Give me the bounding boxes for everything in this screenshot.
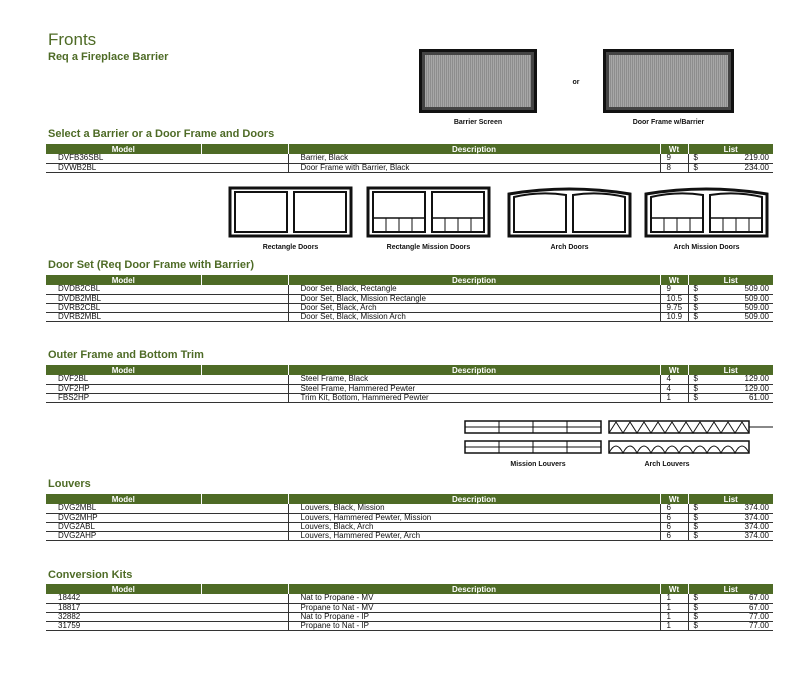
section-title-barrier: Select a Barrier or a Door Frame and Doors [48,128,275,140]
col-wt: Wt [660,144,688,154]
door-frame-barrier-label: Door Frame w/Barrier [632,119,705,126]
rectangle-mission-doors-label: Rectangle Mission Doors [386,244,471,251]
col-model: Model [46,144,201,154]
arch-louvers-label: Arch Louvers [644,461,690,468]
arch-louvers-image [607,419,773,457]
rectangle-mission-doors-image [366,186,491,238]
table-row: DVRB2CBL Door Set, Black, Arch 9.75 $ 509.00 [46,303,773,312]
table-row: DVF2HP Steel Frame, Hammered Pewter 4 $ 129.00 [46,384,773,393]
page-title: Fronts [48,30,97,49]
table-row: DVDB2CBL Door Set, Black, Rectangle 9 $ 509.00 [46,285,773,294]
table-row: 18817 Propane to Nat - MV 1 $ 67.00 [46,603,773,612]
rectangle-doors-image [228,186,353,238]
table-row: DVRB2MBL Door Set, Black, Mission Arch 10.9 $ 509.00 [46,312,773,321]
table-row: DVWB2BL Door Frame with Barrier, Black 8 $ 234.00 [46,163,773,172]
barrier-screen-image [419,49,537,113]
louvers-table [46,494,773,541]
table-header: Model Description Wt List [46,584,773,594]
table-row: DVF2BL Steel Frame, Black 4 $ 129.00 [46,375,773,384]
table-row: DVG2MBL Louvers, Black, Mission 6 $ 374.00 [46,504,773,513]
arch-doors-image [507,186,632,238]
table-header: Model Description Wt List [46,365,773,375]
arch-doors-label: Arch Doors [550,244,589,251]
rectangle-doors-label: Rectangle Doors [262,244,319,251]
mission-louvers-label: Mission Louvers [510,461,566,468]
col-blank [201,144,288,154]
table-row: DVFB36SBL Barrier, Black 9 $ 219.00 [46,154,773,163]
barrier-screen-label: Barrier Screen [453,119,503,126]
or-label: or [572,79,580,86]
arch-mission-doors-image [644,186,769,238]
table-header: Model Description Wt List [46,275,773,285]
page-subtitle: Req a Fireplace Barrier [48,51,169,63]
door-set-table [46,275,773,322]
table-header: Model Description Wt List [46,494,773,504]
barrier-table [46,144,773,173]
col-description: Description [288,144,660,154]
table-row: 32882 Nat to Propane - IP 1 $ 77.00 [46,612,773,621]
arch-mission-doors-label: Arch Mission Doors [673,244,740,251]
table-row: DVG2ABL Louvers, Black, Arch 6 $ 374.00 [46,522,773,531]
conversion-kits-table [46,584,773,631]
section-title-outer-frame: Outer Frame and Bottom Trim [48,349,204,361]
table-row: 31759 Propane to Nat - IP 1 $ 77.00 [46,621,773,630]
table-row: FBS2HP Trim Kit, Bottom, Hammered Pewter 1 $ 61.00 [46,393,773,402]
table-header [46,144,773,154]
outer-frame-table [46,365,773,403]
table-row: DVG2AHP Louvers, Hammered Pewter, Arch 6 $ 374.00 [46,531,773,540]
table-row: 18442 Nat to Propane - MV 1 $ 67.00 [46,594,773,603]
section-title-louvers: Louvers [48,478,91,490]
col-list: List [688,144,773,154]
section-title-door-set: Door Set (Req Door Frame with Barrier) [48,259,254,271]
table-row: DVDB2MBL Door Set, Black, Mission Rectangle 10.5 $ 509.00 [46,294,773,303]
mission-louvers-image [463,419,603,457]
section-title-conversion-kits: Conversion Kits [48,569,133,581]
table-row: DVG2MHP Louvers, Hammered Pewter, Mission 6 $ 374.00 [46,513,773,522]
door-frame-barrier-image [603,49,734,113]
